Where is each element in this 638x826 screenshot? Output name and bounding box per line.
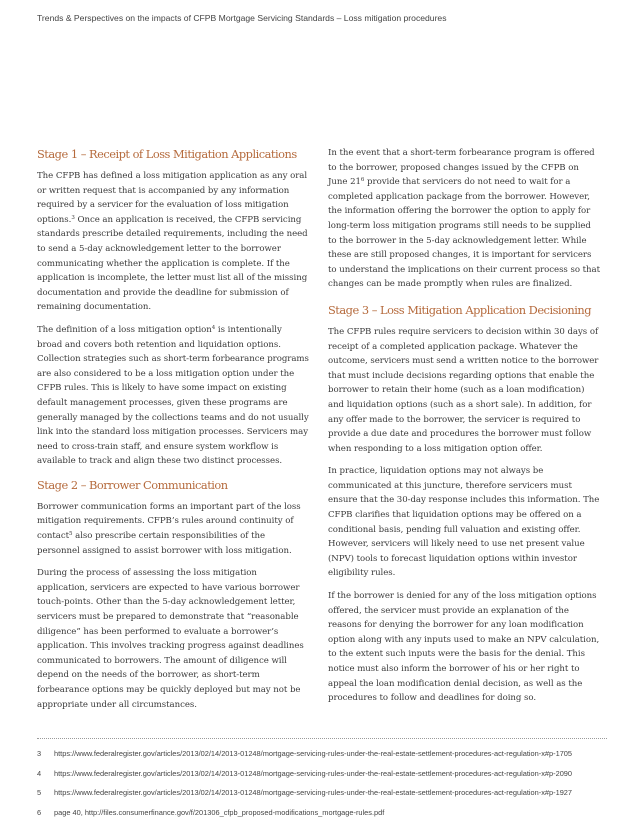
footnote-item [37,783,607,803]
stage3-paragraph-1: The CFPB rules require servicers to decision within 30 days of receipt of a completed application package. Whatever the outcome, servicers must send a written notice to the borrower that must include decisions regarding options that enable the borrower to retain their home (such as a loan modification) and liquidation options (such as a short sale). In addition, for any offer made to the borrower, the servicer is required to provide a due date and procedures the borrower must follow when responding to a loss mitigation option offer. [328,326,599,454]
stage3-heading: Stage 3 – Loss Mitigation Application Decisioning [328,302,592,317]
stage1-paragraph-1: The CFPB has defined a loss mitigation application as any oral or written request that is accompanied by any information required by a servicer for the evaluation of loss mitigation options.$^3$ Once an application is received, the CFPB servicing standards prescribe detailed requirements, including the need to send a 5-day acknowledgement letter to the borrower communicating whether the application is complete. If the application is incomplete, the letter must list all of the missing documentation and provide the deadline for submission of remaining documentation. [37,171,308,313]
right-column [328,146,600,714]
stage2-heading: Stage 2 – Borrower Communication [37,477,228,492]
footnote-ref-6: 6 [360,177,365,184]
stage3-paragraph-2: In practice, liquidation options may not always be communicated at this juncture, therefore servicers must ensure that the 30-day response includes this information. The CFPB clarifies that liquidation options may be offered on a conditional basis, pending full valuation and existing offer. However, servicers will likely need to use net present value (NPV) tools to forecast liquidation options within investor eligibility rules. [328,466,600,579]
footnote-item [37,803,607,823]
stage2-paragraph-1: Borrower communication forms an important part of the loss mitigation requirements. CFPB’s rules around continuity of contact$^5$ also prescribe certain responsibilities of the personnel assigned to assist borrower with loss mitigation. [37,501,301,556]
footnote-divider [37,738,607,739]
stage1-heading: Stage 1 – Receipt of Loss Mitigation Applications [37,147,297,161]
footnote-link[interactable]: page 40, http://files.consumerfinance.gov/f/201306_cfpb_proposed-modifications_mortgage-rules.pdf [54,807,385,817]
stage2-paragraph-2: During the process of assessing the loss mitigation application, servicers are expected to have various borrower touch-points. Other than the 5-day acknowledgement letter, servicers must be prepared to demonstrate that “reasonable diligence” has been performed to evaluate a borrower’s application. This involves tracking progress against deadlines communicated to borrowers. The amount of diligence will depend on the needs of the borrower, as short-term forbearance options may be quickly deployed but may not be appropriate under all circumstances. [37,568,304,710]
footnote-number: 3 [37,749,42,759]
footnote-item [37,764,607,784]
footnote-link[interactable]: https://www.federalregister.gov/articles/2013/02/14/2013-01248/mortgage-servicing-rules-under-the-real-estate-settlement-procedures-act-regulation-x#p-1705 [54,749,573,759]
stage3-paragraph-3: If the borrower is denied for any of the loss mitigation options offered, the servicer must provide an explanation of the reasons for denying the borrower for any loan modification option along with any inputs used to make an NPV calculation, to the extent such inputs were the basis for the denial. This notice must also inform the borrower of his or her right to appeal the loan modification denial decision, as well as the procedures to follow and deadlines for doing so. [328,591,600,704]
left-column [37,146,309,720]
running-header: Trends & Perspectives on the impacts of CFPB Mortgage Servicing Standards – Loss mitigation procedures [37,13,447,23]
footnote-number: 4 [37,768,42,778]
footnote-link[interactable]: https://www.federalregister.gov/articles/2013/02/14/2013-01248/mortgage-servicing-rules-under-the-real-estate-settlement-procedures-act-regulation-x#p-2090 [54,768,573,778]
footnote-ref-3: 3 [71,214,75,221]
stage1-paragraph-2: The definition of a loss mitigation option$^4$ is intentionally broad and covers both retention and liquidation options. Collection strategies such as short-term forbearance programs are also considered to be a loss mitigation option under the CFPB rules. This is likely to have some impact on existing default management processes, given these programs are generally managed by the collections teams and do not usually link into the standard loss mitigation processes. Servicers may need to cross-train staff, and ensure system workflow is available to track and align these two distinct processes. [37,324,309,467]
footnote-item [37,744,607,764]
footnote-number: 5 [37,788,42,798]
forbearance-paragraph: In the event that a short-term forbearance program is offered to the borrower, proposed changes issued by the CFPB on June $21^6$ provide that servicers do not need to wait for a completed application package from the borrower. However, the information offering the borrower the option to apply for long-term loss mitigation programs still needs to be supplied to the borrower in the 5-day acknowledgement letter. While these are still proposed changes, it is important for servicers to understand the implications on their current process so that changes can be made promptly when rules are finalized. [328,148,601,290]
footnote-number: 6 [37,807,42,817]
footnote-link[interactable]: https://www.federalregister.gov/articles/2013/02/14/2013-01248/mortgage-servicing-rules-under-the-real-estate-settlement-procedures-act-regulation-x#p-1927 [54,788,573,798]
footnote-ref-5: 5 [69,531,73,538]
footnotes [37,744,607,822]
footnote-ref-4: 4 [211,324,216,331]
